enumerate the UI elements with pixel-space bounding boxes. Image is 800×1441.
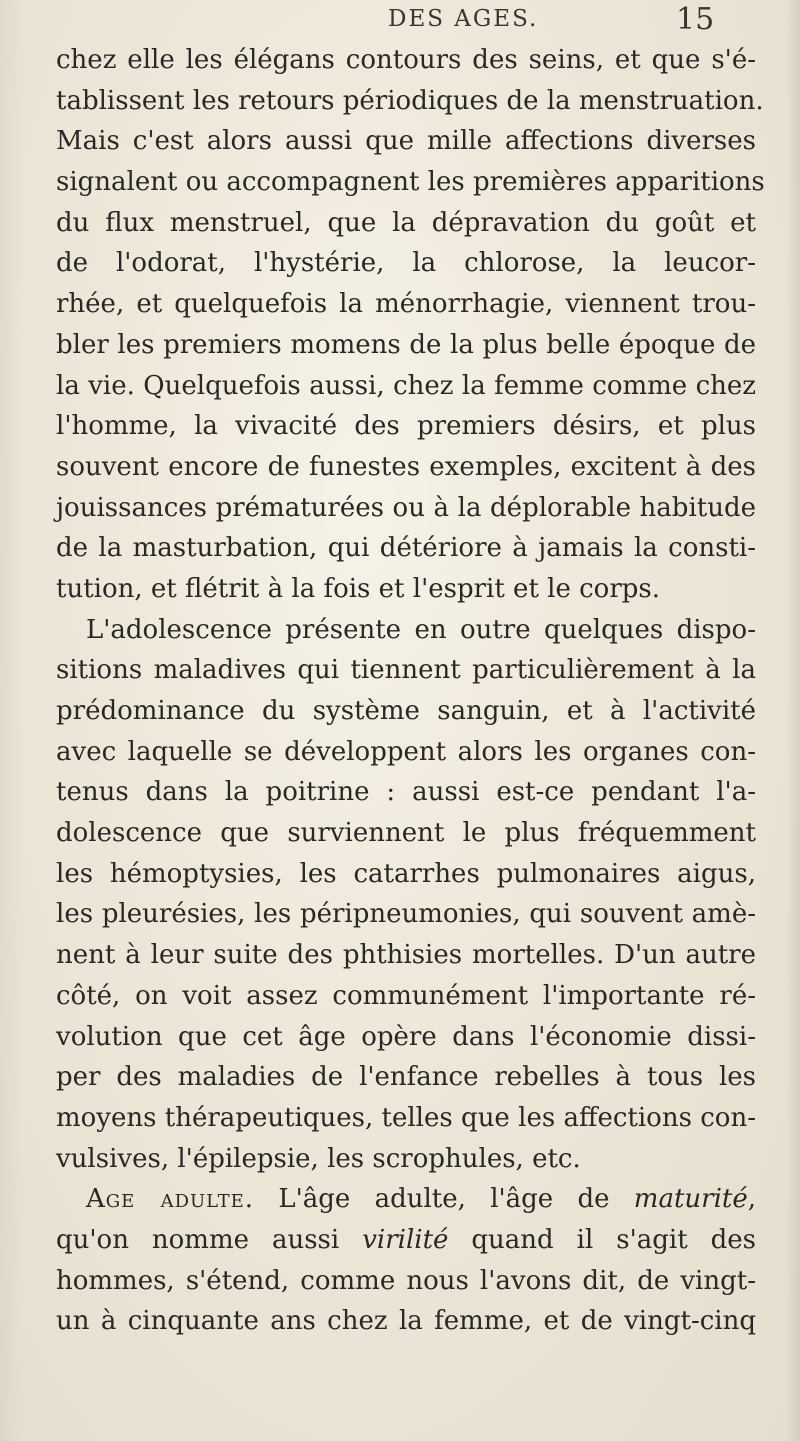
- text-line: tution, et flétrit à la fois et l'esprit et le corps.: [56, 573, 661, 604]
- text-line: L'adolescence présente en outre quelques dispo-: [86, 614, 756, 645]
- text-line: Mais c'est alors aussi que mille affections diverses: [56, 126, 756, 157]
- text-run: L'âge adulte, l'âge de: [278, 1184, 634, 1215]
- text-line: chez elle les élégans contours des seins, et que s'é-: [56, 45, 756, 75]
- body-text: [56, 40, 765, 1342]
- text-line: sitions maladives qui tiennent particulièrement à la: [56, 655, 756, 686]
- text-line: avec laquelle se développent alors les organes con-: [56, 736, 756, 767]
- text-line: volution que cet âge opère dans l'économie dissi-: [56, 1021, 756, 1052]
- text-line: côté, on voit assez communément l'importante ré-: [56, 980, 756, 1011]
- text-line: per des maladies de l'enfance rebelles à tous les: [56, 1062, 756, 1093]
- text-line: souvent encore de funestes exemples, excitent à des: [56, 451, 756, 482]
- text-line: signalent ou accompagnent les premières apparitions: [56, 167, 765, 198]
- text-line: un à cinquante ans chez la femme, et de vingt-cinq: [56, 1306, 756, 1337]
- text-line: jouissances prématurées ou à la déplorable habitude: [56, 492, 756, 523]
- text-line: de la masturbation, qui détériore à jamais la consti-: [56, 533, 756, 564]
- running-title: DES AGES.: [388, 6, 539, 32]
- text-run: quand il s'agit des: [448, 1224, 756, 1255]
- text-line: tablissent les retours périodiques de la menstruation.: [56, 85, 764, 116]
- text-line: la vie. Quelquefois aussi, chez la femme comme chez: [56, 370, 756, 401]
- text-line: bler les premiers momens de la plus belle époque de: [56, 329, 756, 360]
- emphasis-term: virilité: [362, 1224, 449, 1255]
- text-line: l'homme, la vivacité des premiers désirs, et plus: [56, 411, 756, 442]
- text-line: de l'odorat, l'hystérie, la chlorose, la leucor-: [56, 248, 756, 279]
- running-head: [0, 2, 800, 42]
- text-run: ,: [747, 1184, 756, 1215]
- text-line: hommes, s'étend, comme nous l'avons dit, de vingt-: [56, 1265, 756, 1296]
- text-line: moyens thérapeutiques, telles que les affections con-: [56, 1102, 756, 1133]
- text-line: les hémoptysies, les catarrhes pulmonaires aigus,: [56, 858, 756, 889]
- text-line: les pleurésies, les péripneumonies, qui souvent amè-: [56, 899, 756, 930]
- emphasis-term: maturité: [633, 1184, 748, 1215]
- text-line: vulsives, l'épilepsie, les scrophules, etc.: [56, 1143, 581, 1174]
- text-line: rhée, et quelquefois la ménorrhagie, viennent trou-: [56, 289, 756, 320]
- text-line: [56, 1179, 756, 1220]
- text-line: tenus dans la poitrine : aussi est-ce pendant l'a-: [56, 777, 756, 808]
- text-line: prédominance du système sanguin, et à l'activité: [56, 696, 756, 726]
- text-run: qu'on nomme aussi: [56, 1224, 363, 1255]
- text-line: nent à leur suite des phthisies mortelles. D'un autre: [56, 940, 756, 971]
- page-number: 15: [676, 2, 715, 37]
- text-line: dolescence que surviennent le plus fréquemment: [56, 818, 756, 849]
- text-line: [56, 1220, 756, 1261]
- text-line: du flux menstruel, que la dépravation du goût et: [56, 207, 756, 238]
- section-heading: Age adulte.: [86, 1184, 255, 1215]
